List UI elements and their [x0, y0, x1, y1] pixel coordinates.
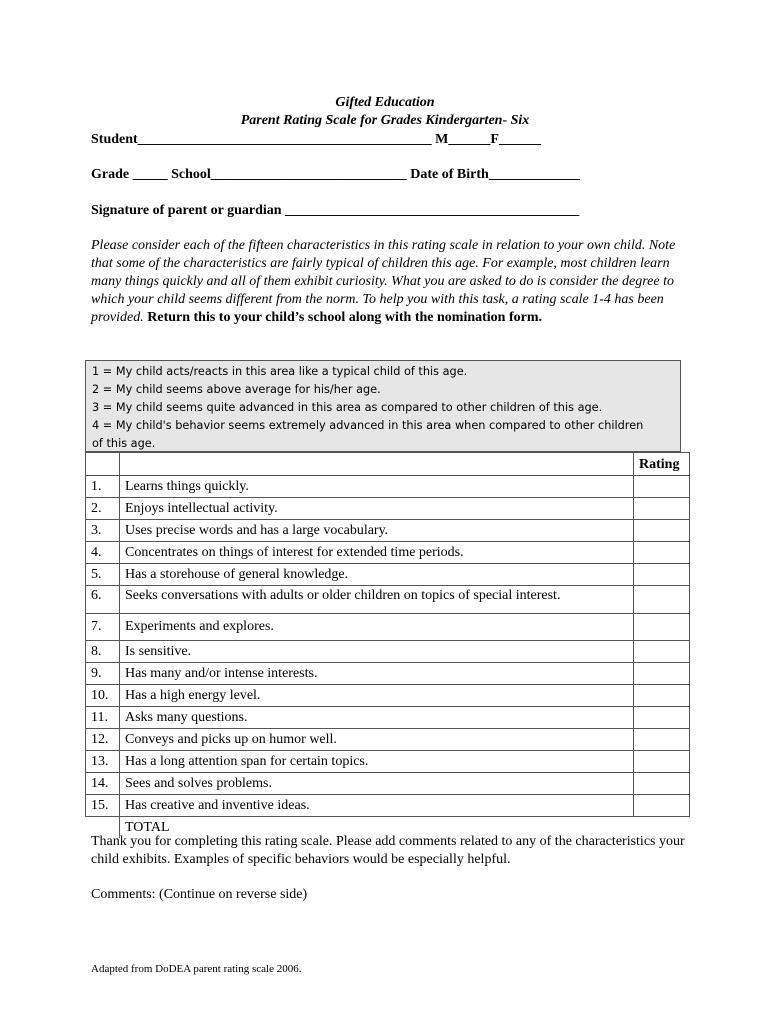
- rating-scale-legend: [85, 360, 681, 452]
- table-row: [86, 641, 690, 663]
- table-row: [86, 586, 690, 614]
- table-row: [86, 685, 690, 707]
- footer-attribution: Adapted from DoDEA parent rating scale 2006.: [91, 963, 302, 975]
- rating-cell[interactable]: [634, 498, 690, 520]
- item-text: Is sensitive.: [120, 641, 634, 663]
- item-text: Asks many questions.: [120, 707, 634, 729]
- table-row: [86, 542, 690, 564]
- table-row: [86, 773, 690, 795]
- item-text: Seeks conversations with adults or older children on topics of special interest.: [120, 586, 634, 614]
- instructions-text: Please consider each of the fifteen characteristics in this rating scale in relation to your own child. Note that some of the characteristics are fairly typical of children this age. For example, most children learn many things quickly and all of them exhibit curiosity. What you are asked to do is consider the degree to which your child seems different from the norm. To help you with this task, a rating scale 1-4 has been provided.: [91, 238, 676, 325]
- grade-school-dob-field[interactable]: Grade _____ School____________________________ Date of Birth_____________: [91, 167, 580, 182]
- rating-cell[interactable]: [634, 751, 690, 773]
- scale-level-1: 1 = My child acts/reacts in this area like a typical child of this age.: [92, 365, 468, 378]
- table-row: [86, 614, 690, 641]
- comments-label: Comments: (Continue on reverse side): [91, 887, 308, 902]
- item-number: 13.: [86, 751, 120, 773]
- rating-cell[interactable]: [634, 614, 690, 641]
- rating-cell[interactable]: [634, 663, 690, 685]
- item-text: Conveys and picks up on humor well.: [120, 729, 634, 751]
- item-text: Learns things quickly.: [120, 476, 634, 498]
- rating-cell[interactable]: [634, 795, 690, 817]
- item-number: 6.: [86, 586, 120, 614]
- item-text: Enjoys intellectual activity.: [120, 498, 634, 520]
- item-number: 15.: [86, 795, 120, 817]
- scale-level-4: 4 = My child's behavior seems extremely advanced in this area when compared to other children: [92, 419, 644, 432]
- rating-cell[interactable]: [634, 707, 690, 729]
- item-number: 3.: [86, 520, 120, 542]
- document-title: Gifted Education: [335, 95, 435, 110]
- table-row: [86, 498, 690, 520]
- rating-cell[interactable]: [634, 476, 690, 498]
- item-number: 9.: [86, 663, 120, 685]
- item-number: 5.: [86, 564, 120, 586]
- student-field[interactable]: Student__________________________________________ M______F______: [91, 132, 541, 147]
- thank-you-text: Thank you for completing this rating scale. Please add comments related to any of the characteristics your child exhibits. Examples of specific behaviors would be especially helpful.: [91, 834, 685, 867]
- rating-cell[interactable]: [634, 773, 690, 795]
- rating-cell[interactable]: [634, 586, 690, 614]
- item-number: 12.: [86, 729, 120, 751]
- item-text: Concentrates on things of interest for extended time periods.: [120, 542, 634, 564]
- rating-cell[interactable]: [634, 729, 690, 751]
- item-number: 2.: [86, 498, 120, 520]
- item-number: 7.: [86, 614, 120, 641]
- item-text: Has a storehouse of general knowledge.: [120, 564, 634, 586]
- scale-level-2: 2 = My child seems above average for his/her age.: [92, 383, 381, 396]
- rating-column-header: Rating: [634, 453, 690, 476]
- return-instruction: Return this to your child’s school along with the nomination form.: [147, 310, 542, 325]
- item-text: Has a high energy level.: [120, 685, 634, 707]
- table-row: [86, 564, 690, 586]
- item-text: Has a long attention span for certain topics.: [120, 751, 634, 773]
- rating-cell[interactable]: [634, 542, 690, 564]
- table-row: [86, 476, 690, 498]
- item-number: 11.: [86, 707, 120, 729]
- characteristics-table: [85, 452, 690, 838]
- total-label: TOTAL: [120, 817, 634, 839]
- table-row: [86, 729, 690, 751]
- table-row: [86, 751, 690, 773]
- document-subtitle: Parent Rating Scale for Grades Kindergarten- Six: [240, 113, 530, 128]
- item-number: 4.: [86, 542, 120, 564]
- item-number: 8.: [86, 641, 120, 663]
- rating-cell[interactable]: [634, 685, 690, 707]
- item-number: 10.: [86, 685, 120, 707]
- rating-cell[interactable]: [634, 641, 690, 663]
- table-row: [86, 795, 690, 817]
- scale-level-3: 3 = My child seems quite advanced in this area as compared to other children of this age.: [92, 401, 603, 414]
- item-text: Sees and solves problems.: [120, 773, 634, 795]
- rating-cell[interactable]: [634, 564, 690, 586]
- table-row: [86, 707, 690, 729]
- instructions-paragraph: [91, 237, 691, 327]
- item-number: 14.: [86, 773, 120, 795]
- table-row: [86, 663, 690, 685]
- item-text: Has many and/or intense interests.: [120, 663, 634, 685]
- scale-level-4-continued: of this age.: [92, 437, 156, 450]
- item-number: 1.: [86, 476, 120, 498]
- item-text: Experiments and explores.: [120, 614, 634, 641]
- item-text: Has creative and inventive ideas.: [120, 795, 634, 817]
- item-text: Uses precise words and has a large vocabulary.: [120, 520, 634, 542]
- rating-cell[interactable]: [634, 520, 690, 542]
- table-header-row: [86, 453, 690, 476]
- signature-field[interactable]: Signature of parent or guardian __________________________________________: [91, 203, 580, 218]
- table-row: [86, 520, 690, 542]
